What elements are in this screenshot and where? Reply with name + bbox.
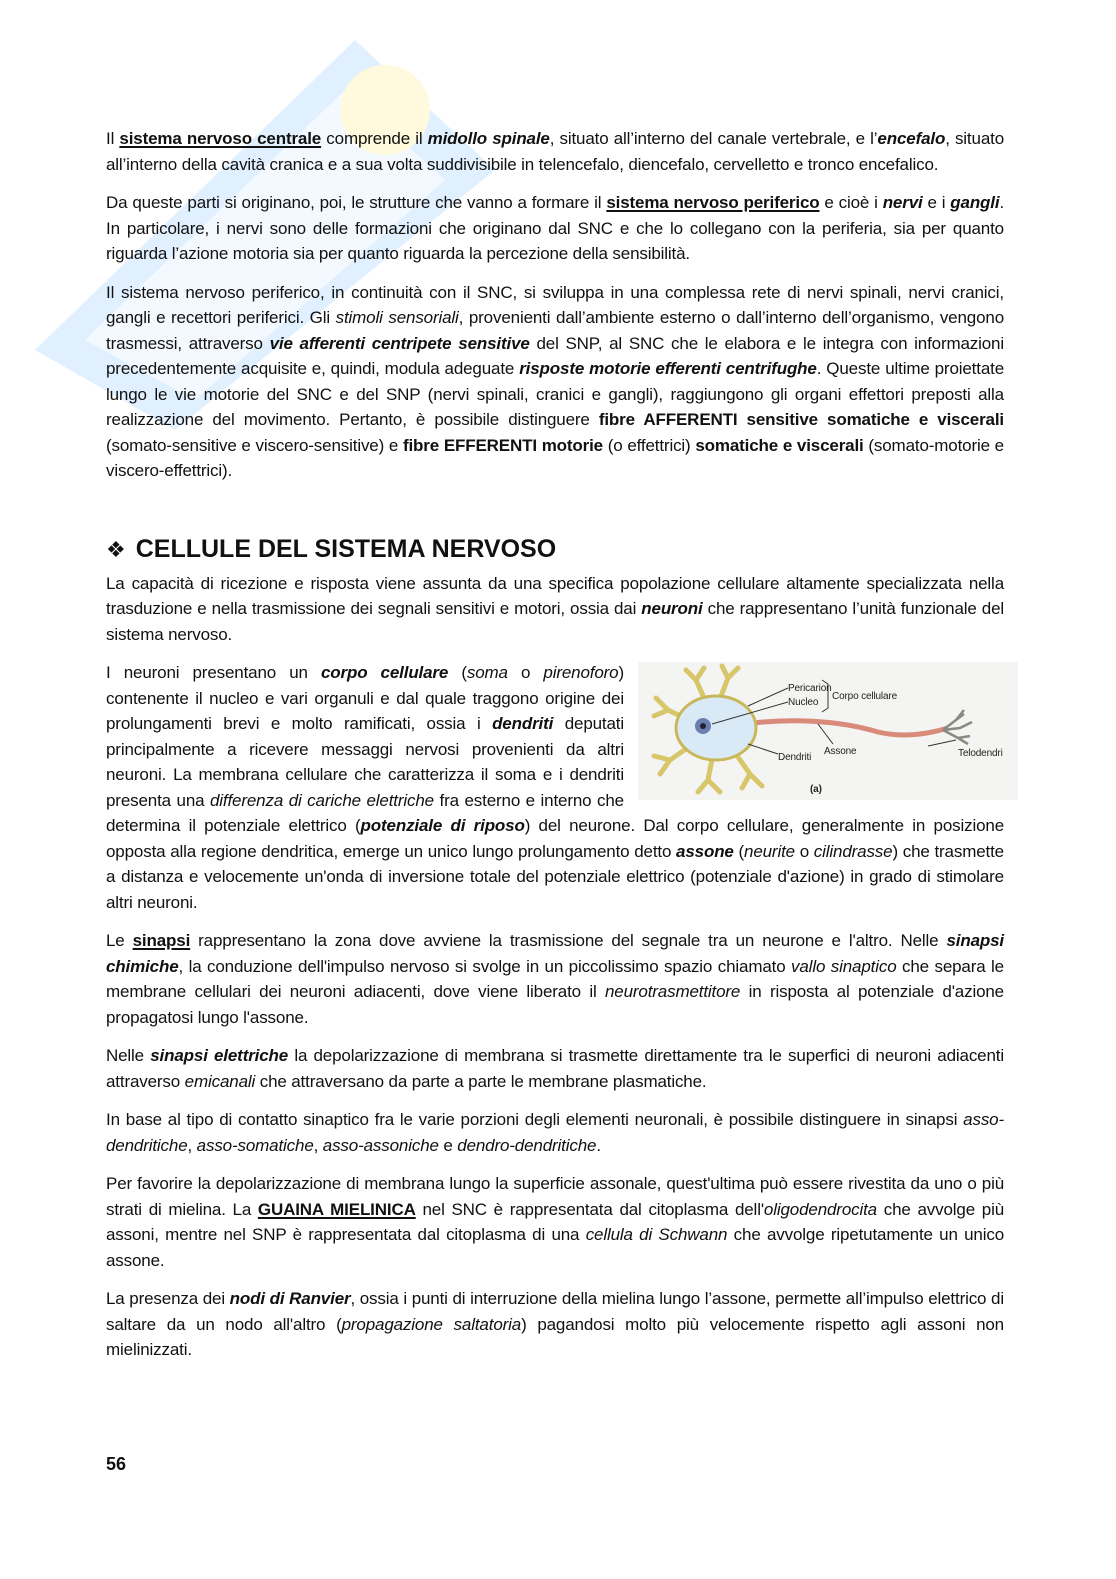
term-somatiche: somatiche e viscerali [695,435,864,455]
term-sinapsi-elettriche: sinapsi elettriche [150,1046,289,1065]
term-vallo-sinaptico: vallo sinaptico [791,956,897,976]
term-midollo: midollo spinale [427,129,550,148]
diamond-bullet-icon: ❖ [106,536,126,562]
paragraph-snc: Il sistema nervoso centrale comprende il midollo spinale, situato all’interno del canale vertebrale, e l’encefalo, situato all’interno della cavità cranica e a sua volta suddivisibile in telencefalo, diencefalo, cervelletto e tronco encefalico. [106,129,1004,174]
term-assone: assone [676,841,734,861]
neuron-figure [638,662,1018,800]
term-risposte: risposte motorie efferenti centrifughe [519,359,817,378]
term-neurotrasmettitore: neurotrasmettitore [604,982,741,1001]
label-pericarion: Pericarion [788,683,832,694]
term-guaina-mielinica: GUAINA MIELINICA [257,1199,416,1219]
paragraph-neurone-struttura: I neuroni presentano un corpo cellulare (soma o pirenoforo Pericarion Nucleo Corpo cellulare Assone Dendriti Telodendri (a) ) contenente il nucleo e vari organuli e dal quale traggono origine dei prolungamenti brevi e molto ramificati, ossia i dendriti deputati principalmente a ricevere messaggi nervosi provenienti da altri neuroni. La membrana cellulare che caratterizza il soma e i dendriti presenta una differenza di cariche elettriche fra esterno e interno che determina il potenziale elettrico (potenziale di riposo) del neurone. Dal corpo cellulare, generalmente in posizione opposta alla regione dendritica, emerge un unico lungo prolungamento detto assone (neurite o cilindrasse) che trasmette a distanza e velocemente un'onda di inversione totale del potenziale elettrico (potenziale d'azione) in grado di stimolare altri neuroni. [106,660,1004,915]
term-stimoli: stimoli sensoriali [335,308,459,327]
paragraph-snp-detail: Il sistema nervoso periferico, in continuità con il SNC, si sviluppa in una complessa rete di nervi spinali, nervi cranici, gangli e recettori periferici. Gli stimoli sensoriali, provenienti dall’ambiente esterno o dall’interno dell’organismo, vengono trasmessi, attraverso vie afferenti centripete sensitive del SNP, al SNC che le elabora e le integra con informazioni precedentemente acquisite e, quindi, modula adeguate risposte motorie efferenti centrifughe. Queste ultime proiettate lungo le vie motorie del SNC e del SNP (nervi spinali, cranici e gangli), raggiungono gli organi effettori preposti alla realizzazione del movimento. Pertanto, è possibile distinguere fibre AFFERENTI sensitive somatiche e viscerali (somato-sensitive e viscero-sensitive) e fibre EFFERENTI motorie (o effettrici) somatiche e viscerali (somato-motorie e viscero-effettrici). [106,282,1005,480]
term-potenziale-riposo: potenziale di riposo [360,816,525,835]
label-dendriti: Dendriti [778,752,812,763]
paragraph-neuroni-intro: La capacità di ricezione e risposta viene assunta da una specifica popolazione cellulare altamente specializzata nella trasduzione e nella trasmissione dei segnali sensitivi e motori, ossia dai neuroni che rappresentano l’unità funzionale del sistema nervoso. [106,573,1004,644]
main-content [106,126,1004,1376]
term-snp: sistema nervoso periferico [606,193,820,212]
paragraph-tipi-sinapsi: In base al tipo di contatto sinaptico fra le varie porzioni degli elementi neuronali, è possibile distinguere in sinapsi asso-dendritiche, asso-somatiche, asso-assoniche e dendro-dendritiche. [106,1110,1004,1155]
label-panel-a: (a) [810,784,822,795]
term-fibre-afferenti: fibre AFFERENTI sensitive somatiche e viscerali [598,410,1005,429]
paragraph-sinapsi: Le sinapsi rappresentano la zona dove avviene la trasmissione del segnale tra un neurone e l'altro. Nelle sinapsi chimiche, la conduzione dell'impulso nervoso si svolge in un piccolissimo spazio chiamato vallo sinaptico che separa le membrane cellulari dei neuroni adiacenti, dove viene liberato il neurotrasmettitore in risposta al potenziale d'azione propagatosi lungo l'assone. [106,931,1004,1027]
term-emicanali: emicanali [184,1071,256,1091]
paragraph-sinapsi-elettriche: Nelle sinapsi elettriche la depolarizzazione di membrana si trasmette direttamente tra le superfici di neuroni adiacenti attraverso emicanali che attraversano da parte a parte le membrane plasmatiche. [106,1046,1004,1091]
term-differenza-cariche: differenza di cariche elettriche [209,790,434,810]
term-cellula-schwann: cellula di Schwann [585,1225,728,1244]
section-heading: ❖ CELLULE DEL SISTEMA NERVOSO [106,534,557,563]
term-gangli: gangli [950,193,1000,212]
label-assone: Assone [824,746,857,757]
page-number: 56 [106,1454,127,1474]
label-telodendri: Telodendri [958,748,1003,759]
paragraph-snp: Da queste parti si originano, poi, le strutture che vanno a formare il sistema nervoso periferico e cioè i nervi e i gangli. In particolare, i nervi sono delle formazioni che originano dal SNC e che lo collegano con la periferia, sia per quanto riguarda l’azione motoria sia per quanto riguarda la percezione della sensibilità. [106,193,1005,263]
term-sinapsi-chimiche: sinapsi chimiche [106,931,1004,976]
term-vie-afferenti: vie afferenti centripete sensitive [269,333,530,353]
term-nodi-ranvier: nodi di Ranvier [229,1289,351,1308]
term-propagazione-saltatoria: propagazione saltatoria [341,1314,522,1334]
paragraph-guaina-mielinica: Per favorire la depolarizzazione di membrana lungo la superficie assonale, quest'ultima può essere rivestita da uno o più strati di mielina. La GUAINA MIELINICA nel SNC è rappresentata dal citoplasma dell'oligodendrocita che avvolge più assoni, mentre nel SNP è rappresentata dal citoplasma di una cellula di Schwann che avvolge ripetutamente un unico assone. [106,1174,1004,1270]
term-fibre-efferenti: fibre EFFERENTI motorie [402,435,603,455]
term-nervi: nervi [882,193,923,212]
term-snc: sistema nervoso centrale [119,129,322,148]
label-nucleo: Nucleo [788,697,819,708]
term-dendriti: dendriti [492,714,554,733]
term-oligodendrocita: oligodendrocita [763,1199,877,1219]
label-corpo-cellulare: Corpo cellulare [832,691,898,702]
term-corpo-cellulare: corpo cellulare [320,663,449,682]
paragraph-nodi-ranvier: La presenza dei nodi di Ranvier, ossia i punti di interruzione della mielina lungo l’assone, permette all’impulso elettrico di saltare da un nodo all'altro (propagazione saltatoria) pagandosi molto più velocemente rispetto agli assoni non mielinizzati. [106,1289,1004,1359]
term-neuroni: neuroni [641,599,703,618]
term-encefalo: encefalo [877,129,946,148]
term-sinapsi: sinapsi [132,931,191,950]
